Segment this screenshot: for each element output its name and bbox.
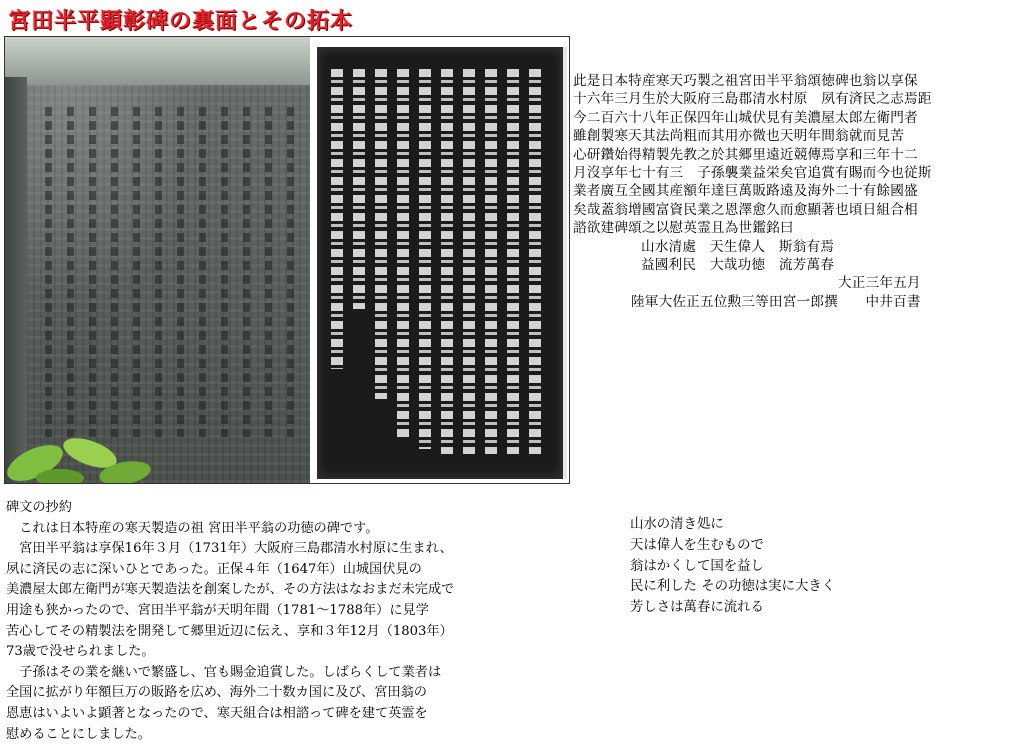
summary-line: 用途も狭かったので、宮田半平翁が天明年間（1781～1788年）に見学	[6, 602, 429, 618]
stone-back-photo	[5, 37, 310, 483]
inscription-transcription	[573, 72, 1018, 311]
inscription-line: 心研鑽始得精製先教之於其郷里遠近競傳焉享和三年十二	[573, 146, 918, 163]
summary-line: 恩恵はいよいよ顕著となったので、寒天組合は相諮って碑を建て英霊を	[6, 705, 428, 721]
poem-line: 天は偉人を生むもので	[630, 537, 764, 553]
carved-column	[243, 107, 250, 437]
summary-line: これは日本特産の寒天製造の祖 宮田半平翁の功徳の碑です。	[6, 520, 379, 536]
leaves-foreground	[5, 393, 155, 483]
inscription-author: 陸軍大佐正五位勲三等田宮一郎撰 中井百書	[631, 293, 921, 310]
summary-line: 子孫はその業を継いで繁盛し、官も賜金追賞した。しばらくして業者は	[6, 664, 442, 680]
photo-panel	[4, 36, 570, 484]
sky-background	[5, 37, 310, 85]
inscription-verse: 山水清處 天生偉人 斯翁有焉	[641, 238, 835, 255]
summary-line: 宮田半平翁は享保16年３月（1731年）大阪府三島郡清水村原に生まれ、	[6, 541, 453, 557]
inscription-line: 矣哉蓋翁增國富資民業之恩澤愈久而愈顯著也頃日組合相	[573, 201, 918, 218]
rubbing-column	[419, 69, 431, 449]
carved-column	[177, 107, 184, 437]
carved-column	[45, 107, 52, 437]
summary-heading: 碑文の抄約	[6, 500, 72, 515]
summary-line: 夙に済民の志に深いひとであった。正保４年（1647年）山城国伏見の	[6, 561, 422, 577]
poem-line: 芳しさは萬春に流れる	[630, 600, 764, 616]
rubbing-column	[331, 69, 343, 369]
carved-column	[199, 107, 206, 437]
poem-line: 翁はかくして国を益し	[630, 558, 764, 574]
rubbing-column	[485, 69, 497, 454]
rubbing-column	[375, 69, 387, 399]
rubbing-column	[353, 69, 365, 309]
carved-column	[265, 107, 272, 437]
summary-line: 73歳で没せられました。	[6, 644, 155, 660]
carved-column	[287, 107, 294, 437]
carved-column	[111, 107, 118, 437]
poem-line: 山水の清き処に	[630, 517, 724, 532]
rubbing-column	[507, 69, 519, 454]
poem-translation	[630, 515, 1010, 619]
inscription-line: 今二百六十八年正保四年山城伏見有美濃屋太郎左衛門者	[573, 109, 918, 126]
inscription-line: 十六年三月生於大阪府三島郡清水村原 夙有済民之志焉距	[573, 91, 932, 108]
summary-section	[6, 498, 606, 745]
inscription-line: 此是日本特産寒天巧製之祖宮田半平翁頌徳碑也翁以享保	[573, 73, 918, 89]
rubbing-column	[529, 69, 541, 454]
summary-line: 美濃屋太郎左衛門が寒天製造法を創案したが、その方法はなおまだ未完成で	[6, 582, 455, 598]
summary-line: 慰めることにしました。	[6, 726, 152, 742]
rubbing-column	[397, 69, 409, 439]
poem-line: 民に利した その功徳は実に大きく	[630, 579, 836, 595]
carved-column	[67, 107, 74, 437]
carved-column	[133, 107, 140, 437]
inscription-date: 大正三年五月	[838, 275, 921, 292]
summary-line: 苦心してその精製法を開発して郷里近辺に伝え、享和３年12月（1803年）	[6, 623, 453, 639]
rubbing-column	[441, 69, 453, 454]
carved-column	[221, 107, 228, 437]
inscription-verse: 益國利民 大哉功徳 流芳萬春	[641, 257, 835, 274]
rubbing-photo	[317, 47, 567, 479]
inscription-line: 雖創製寒天其法尚粗而其用亦微也天明年間翁就而見苦	[573, 128, 905, 145]
page-title: 宮田半平顕彰碑の裏面とその拓本	[8, 9, 354, 34]
inscription-line: 諮欲建碑頌之以慰英霊且為世鑑銘曰	[573, 220, 794, 237]
inscription-line: 業者廣互全國其産額年達巨萬販路遠及海外二十有餘國盛	[573, 183, 918, 200]
inscription-line: 月沒享年七十有三 子孫襲業益栄矣官追賞有賜而今也従斯	[573, 165, 932, 182]
carved-column	[155, 107, 162, 437]
summary-line: 全国に拡がり年額巨万の販路を広め、海外二十数カ国に及び、宮田翁の	[6, 685, 427, 701]
rubbing-column	[463, 69, 475, 454]
carved-column	[89, 107, 96, 437]
